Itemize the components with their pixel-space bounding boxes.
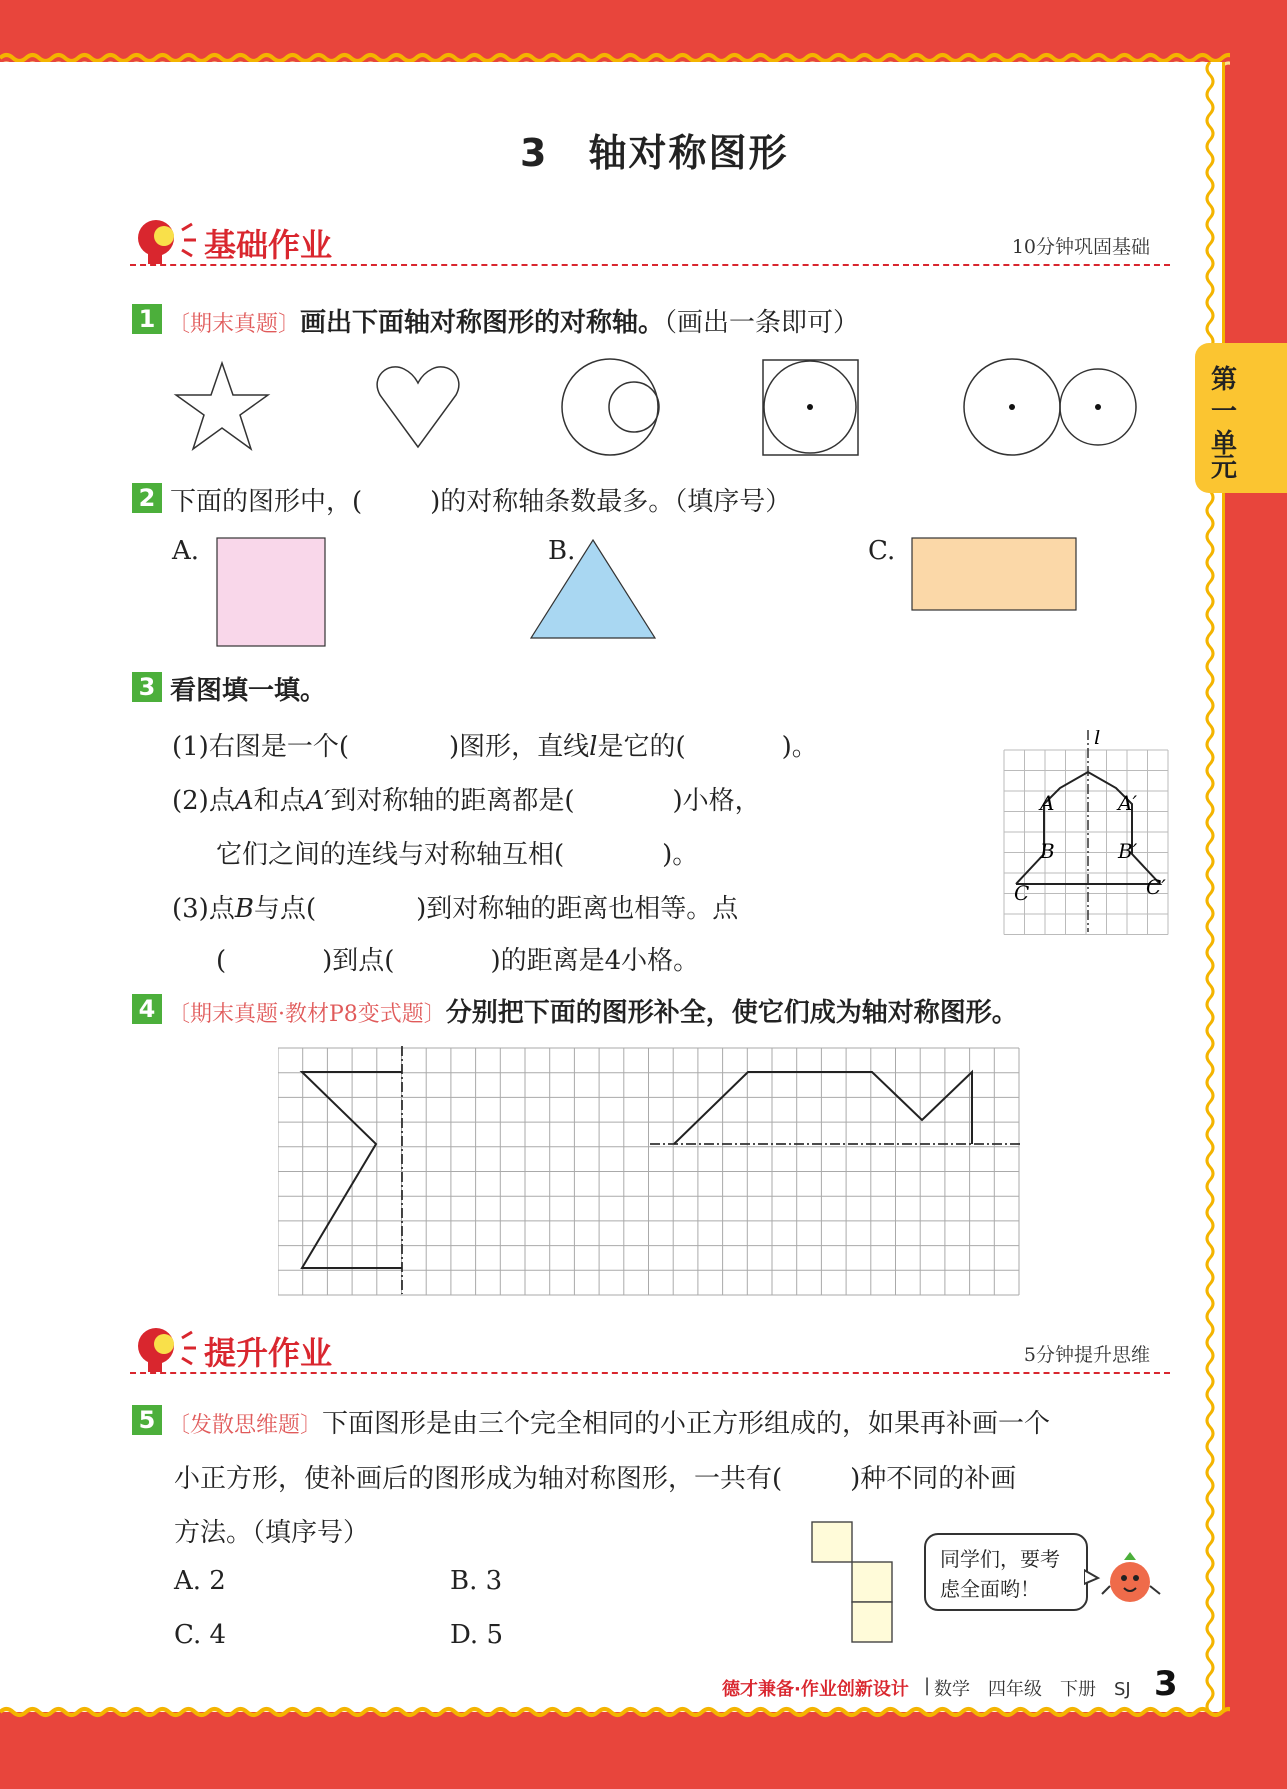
q5-line-2	[174, 1458, 1016, 1495]
bottom-wavy-border	[0, 1700, 1230, 1730]
section-label: 提升作业	[204, 1334, 333, 1372]
q3-text: (	[216, 946, 227, 976]
question-number: 1	[132, 304, 162, 334]
q3-line-5	[216, 940, 699, 977]
q4-grid-drawing-area[interactable]	[278, 1046, 1023, 1298]
option-label: A.	[172, 536, 200, 566]
label-B-prime: B′	[1118, 839, 1138, 863]
section-basic-header	[130, 212, 1170, 272]
page-number: 3	[1154, 1664, 1178, 1704]
section-advanced-header	[130, 1320, 1170, 1380]
lightbulb-icon	[130, 212, 200, 268]
q3-line-3	[216, 834, 698, 871]
question-tag: 〔期末真题〕	[168, 312, 301, 337]
q1-figures	[160, 355, 1150, 465]
question-number: 4	[132, 994, 162, 1024]
q2-figures	[150, 530, 1100, 650]
three-squares-figure	[810, 1520, 900, 1650]
star-shape	[176, 363, 268, 449]
q3-line-2	[172, 780, 761, 817]
side-tab-char: 一	[1210, 397, 1237, 427]
pink-square-shape	[217, 538, 325, 646]
question-tag: 〔发散思维题〕	[168, 1413, 323, 1438]
q3-text: )。	[781, 732, 818, 762]
footer-info: 数学 四年级 下册 SJ	[934, 1679, 1131, 1700]
q5-line-3: 方法。（填序号）	[174, 1518, 370, 1548]
unit-side-tab	[1195, 343, 1287, 493]
q3-text: )图形，直线	[448, 732, 590, 762]
q3-text: 和点	[253, 786, 306, 816]
side-tab-char: 单	[1210, 429, 1237, 459]
q5-text: )种不同的补画	[850, 1464, 1017, 1494]
q3-text: A	[234, 786, 254, 816]
question-number: 5	[132, 1405, 162, 1435]
q3-text: (3)点	[172, 894, 235, 924]
label-l: l	[1094, 730, 1101, 749]
question-4-main: 分别把下面的图形补全，使它们成为轴对称图形。	[445, 998, 1018, 1028]
question-1-text	[168, 302, 859, 339]
q3-grid-figure	[1000, 730, 1180, 938]
q3-grid	[1004, 750, 1168, 935]
q3-text: 到对称轴的距离都是(	[330, 786, 575, 816]
question-tag: 〔期末真题·教材P8变式题〕	[168, 1002, 446, 1027]
question-2-text	[170, 481, 791, 518]
q3-text: A′	[305, 786, 331, 816]
section-sub: 5分钟提升思维	[1023, 1344, 1150, 1366]
section-divider	[130, 264, 1170, 266]
label-C-prime: C′	[1146, 875, 1166, 899]
right-half-shape	[674, 1072, 972, 1144]
q5-text: 下面图形是由三个完全相同的小正方形组成的，如果再补画一个	[322, 1409, 1051, 1439]
q5-line-1	[168, 1403, 1050, 1440]
q3-text: l	[589, 732, 598, 762]
label-A-prime: A′	[1118, 791, 1137, 815]
q3-text: )的距离是4小格。	[490, 946, 700, 976]
section-divider	[130, 1372, 1170, 1374]
bubble-text: 虑全面哟！	[940, 1577, 1040, 1601]
question-number: 3	[132, 672, 162, 702]
q3-line-1	[172, 726, 818, 763]
option-label: D. 5	[450, 1620, 503, 1650]
blue-triangle-shape	[531, 540, 655, 638]
label-C: C	[1014, 881, 1030, 905]
q5-text: 小正方形，使补画后的图形成为轴对称图形，一共有(	[174, 1464, 783, 1494]
question-number: 2	[132, 483, 162, 513]
right-wavy-border	[1195, 62, 1225, 1712]
q2-text-post: )的对称轴条数最多。（填序号）	[430, 487, 792, 517]
option-label: C. 4	[174, 1620, 227, 1650]
q2-text-pre: 下面的图形中，(	[170, 487, 363, 517]
q3-text: B	[234, 894, 254, 924]
side-tab-char: 第	[1210, 365, 1237, 395]
footer-brand: 德才兼备·作业创新设计	[722, 1679, 909, 1700]
label-A: A	[1040, 791, 1055, 815]
circle-shape	[562, 359, 658, 455]
section-sub: 10分钟巩固基础	[1011, 236, 1150, 258]
bubble-text: 同学们，要考	[940, 1547, 1060, 1571]
option-label: A. 2	[174, 1566, 226, 1596]
q3-text: 是它的(	[597, 732, 686, 762]
speech-bubble	[924, 1533, 1088, 1611]
option-label: C.	[868, 536, 896, 566]
footer-separator: |	[924, 1675, 931, 1696]
lightbulb-icon	[130, 1320, 200, 1376]
q3-text: (1)右图是一个(	[172, 732, 349, 762]
side-tab-char: 元	[1210, 453, 1237, 483]
q3-line-4	[172, 888, 738, 925]
option-label: B. 3	[450, 1566, 503, 1596]
tomato-mascot-icon	[1084, 1548, 1172, 1608]
q3-text: )到点(	[322, 946, 395, 976]
option-label: B.	[548, 536, 576, 566]
label-B: B	[1040, 839, 1055, 863]
q3-text: )小格，	[672, 786, 761, 816]
inner-circle-shape	[609, 382, 659, 432]
q3-text: )。	[662, 840, 699, 870]
question-1-main: 画出下面轴对称图形的对称轴。	[300, 308, 665, 338]
heart-shape	[377, 367, 459, 447]
q3-text: 与点(	[253, 894, 317, 924]
page-title: 3 轴对称图形	[520, 131, 789, 175]
q3-text: (2)点	[172, 786, 235, 816]
orange-rectangle-shape	[912, 538, 1076, 610]
question-1-note: （画出一条即可）	[664, 308, 860, 338]
question-4-text	[168, 992, 1018, 1029]
q3-text: )到对称轴的距离也相等。点	[416, 894, 739, 924]
section-label: 基础作业	[204, 226, 333, 264]
question-3-text: 看图填一填。	[170, 676, 327, 706]
q3-text: 它们之间的连线与对称轴互相(	[216, 840, 565, 870]
